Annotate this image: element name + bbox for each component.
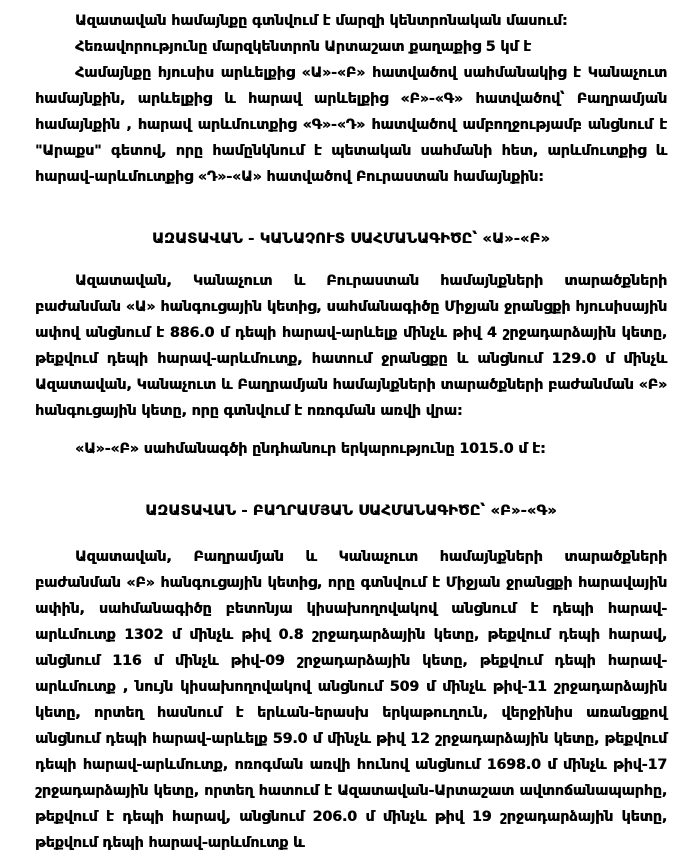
intro-paragraph-location: Ազատավան համայնքը գտնվում է մարզի կենտրոնական մասում: — [75, 13, 568, 29]
intro-paragraph-borders: Համայնքը հյուսիս արևելքից «Ա»-«Բ» հատվածով սահմանակից է Կանաչուտ համայնքին, արևելքից և հարավ արևելքից «Բ»-«Գ» հատվածով՝ Բաղրամյան համայնքին , հարավ արևմուտքից «Գ»-«Դ» հատվածով ամբողջությամբ անցնում է "Արաքս" գետով, որը համընկնում է պետական սահմանի հետ, արևմուտքից և հարավ-արևմուտքից «Դ»-«Ա» հատվածով Բուրաստան համայնքին: — [35, 65, 667, 185]
section1-paragraph-boundary-description: Ազատավան, Կանաչուտ և Բուրաստան համայնքների տարածքների բաժանման «Ա» հանգուցային կետից, սահմանագիծը Միջյան ջրանցքի հյուսիսային ափով անցնում է 886.0 մ դեպի հարավ-արևելք մինչև թիվ 4 շրջադարձային կետը, թեքվում դեպի հարավ-արևմուտք, հատում ջրանցքը և անցնում 129.0 մ մինչև Ազատավան, Կանաչուտ և Բաղրամյան համայնքների տարածքների բաժանման «Բ» հանգուցային կետը, որը գտնվում է ոռոգման առվի վրա: — [35, 273, 667, 419]
intro-paragraph-distance: Հեռավորությունը մարզկենտրոն Արտաշատ քաղաքից 5 կմ է — [75, 39, 532, 55]
section-heading-azatavan-baghramyan: ԱԶԱՏԱՎԱՆ - ԲԱՂՐԱՄՅԱՆ ՍԱՀՄԱՆԱԳԻԾԸ՝ «Բ»-«Գ» — [145, 502, 557, 519]
section2-paragraph-boundary-description: Ազատավան, Բաղրամյան և Կանաչուտ համայնքների տարածքների բաժանման «Բ» հանգուցային կետից, որը գտնվում է Միջյան ջրանցքի հարավային ափին, սահմանագիծը բետոնյա կիսախողովակով անցնում է դեպի հարավ-արևմուտք 1302 մ մինչև թիվ 0.8 շրջադարձային կետը, թեքվում դեպի հարավ, անցնում 116 մ մինչև թիվ-09 շրջադարձային կետը, թեքվում դեպի հարավ-արևմուտք , նույն կիսախողովակով անցնում 509 մ մինչև թիվ-11 շրջադարձային կետը, որտեղ հասնում է երևան-երասխ երկաթուղուն, վերջինիս առանցքով անցնում դեպի հարավ-արևելք 59.0 մ մինչև թիվ 12 շրջադարձային կետը, թեքվում դեպի հարավ-արևմուտք, ոռոգման առվի հունով անցնում 1698.0 մ մինչև թիվ-17 շրջադարձային կետը, որտեղ հատում է Ազատավան-Արտաշատ ավտոճանապարհը, թեքվում է դեպի հարավ, անցնում 206.0 մ մինչև թիվ 19 շրջադարձային կետը, թեքվում դեպի հարավ-արևմուտք և — [35, 549, 667, 851]
section-heading-azatavan-kanachut: ԱԶԱՏԱՎԱՆ - ԿԱՆԱՉՈՒՏ ՍԱՀՄԱՆԱԳԻԾԸ՝ «Ա»-«Բ» — [151, 230, 550, 247]
section1-paragraph-total-length: «Ա»-«Բ» սահմանագծի ընդհանուր երկարությունը 1015.0 մ է: — [75, 441, 546, 457]
